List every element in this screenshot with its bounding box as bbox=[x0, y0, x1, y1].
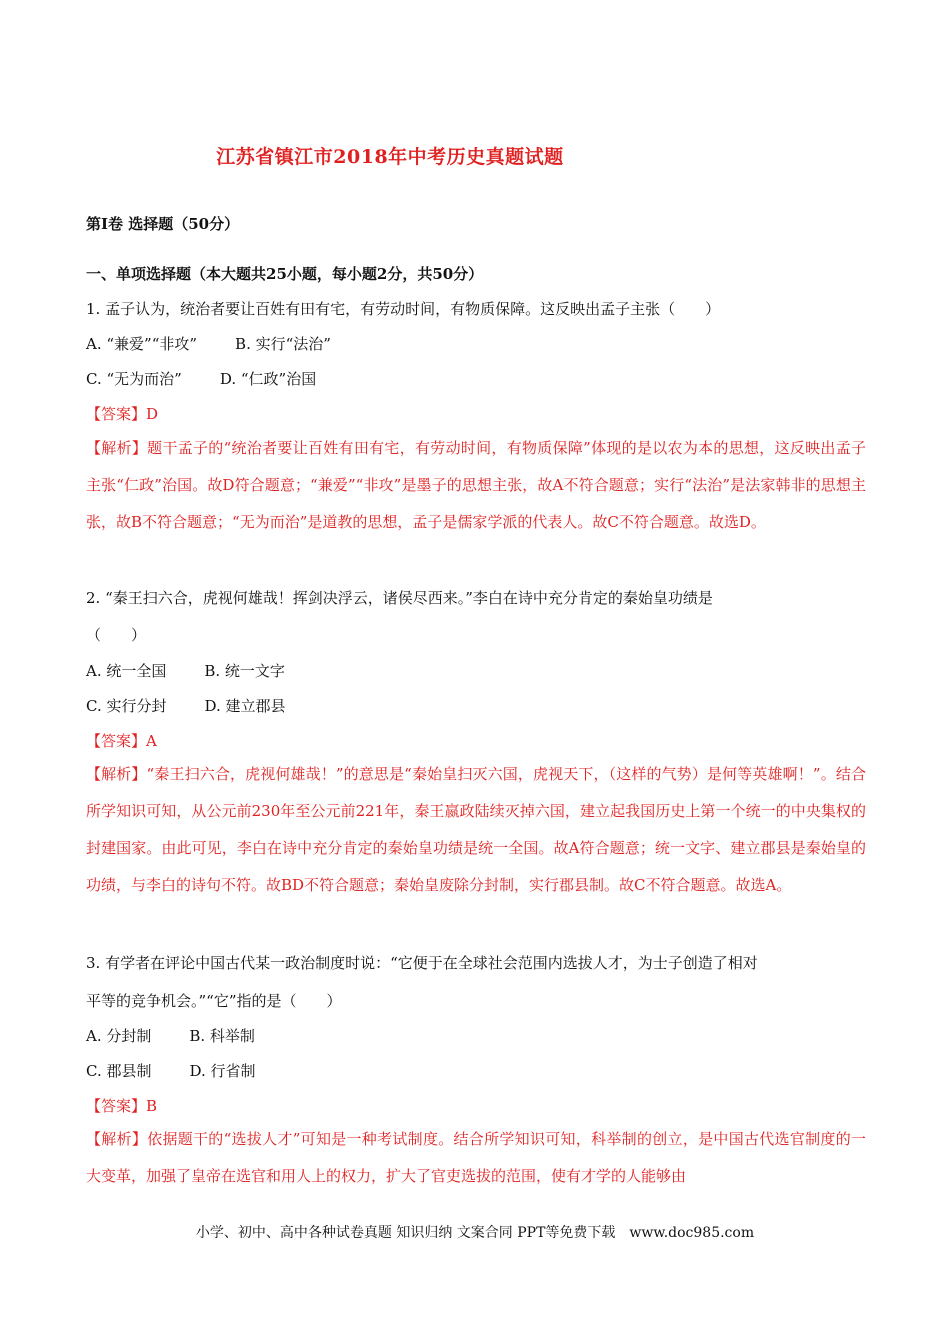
section-heading: 一、单项选择题（本大题共25小题，每小题2分，共50分） bbox=[86, 265, 484, 283]
question-1-options-ab bbox=[86, 333, 369, 354]
option-d: D. 行省制 bbox=[189, 1062, 256, 1080]
analysis-label: 【解析】 bbox=[86, 439, 148, 457]
option-c: C. “无为而治” bbox=[86, 370, 182, 388]
question-2-stem-continued: （ ） bbox=[86, 626, 147, 644]
analysis-text: 依据题干的“选拔人才”可知是一种考试制度。结合所学知识可知，科举制的创立，是中国古代选官制度的一大变革，加强了皇帝在选官和用人上的权力，扩大了官吏选拔的范围，使有才学的人能够由 bbox=[86, 1130, 866, 1185]
question-1-stem: 1. 孟子认为，统治者要让百姓有田有宅，有劳动时间，有物质保障。这反映出孟子主张（ ） bbox=[86, 300, 721, 318]
question-2-options-ab bbox=[86, 660, 323, 681]
option-a: A. 分封制 bbox=[86, 1027, 152, 1045]
question-3-stem: 3. 有学者在评论中国古代某一政治制度时说：“它便于在全球社会范围内选拔人才，为士子创造了相对 bbox=[86, 954, 758, 972]
document-title: 江苏省镇江市2018年中考历史真题试题 bbox=[216, 146, 564, 168]
question-3-options-ab bbox=[86, 1025, 293, 1046]
option-c: C. 实行分封 bbox=[86, 697, 167, 715]
option-d: D. “仁政”治国 bbox=[219, 370, 317, 388]
question-2-answer: 【答案】A bbox=[86, 732, 157, 750]
analysis-text: 题干孟子的“统治者要让百姓有田有宅，有劳动时间，有物质保障”体现的是以农为本的思想，这反映出孟子主张“仁政”治国。故D符合题意；“兼爱”“非攻”是墨子的思想主张，故A不符合题意；实行“法治”是法家韩非的思想主张，故B不符合题意；“无为而治”是道教的思想，孟子是儒家学派的代表人。故C不符合题意。故选D。 bbox=[86, 439, 866, 531]
question-1-analysis bbox=[86, 430, 866, 541]
option-a: A. “兼爱”“非攻” bbox=[86, 335, 198, 353]
question-2-analysis bbox=[86, 756, 866, 904]
question-2-options-cd bbox=[86, 695, 324, 716]
option-b: B. 科举制 bbox=[189, 1027, 255, 1045]
question-1-answer: 【答案】D bbox=[86, 405, 159, 423]
question-1-options-cd bbox=[86, 368, 354, 389]
option-b: B. 实行“法治” bbox=[235, 335, 331, 353]
option-d: D. 建立郡县 bbox=[204, 697, 286, 715]
analysis-label: 【解析】 bbox=[86, 765, 147, 783]
page-footer: 小学、初中、高中各种试卷真题 知识归纳 文案合同 PPT等免费下载 www.doc985.com bbox=[195, 1225, 755, 1241]
question-3-options-cd bbox=[86, 1060, 294, 1081]
question-3-analysis bbox=[86, 1121, 866, 1195]
question-3-answer: 【答案】B bbox=[86, 1097, 158, 1115]
analysis-text: “秦王扫六合，虎视何雄哉！”的意思是“秦始皇扫灭六国，虎视天下，（这样的气势）是何等英雄啊！”。结合所学知识可知，从公元前230年至公元前221年，秦王嬴政陆续灭掉六国，建立起我国历史上第一个统一的中央集权的封建国家。由此可见，李白在诗中充分肯定的秦始皇功绩是统一全国。故A符合题意；统一文字、建立郡县是秦始皇的功绩，与李白的诗句不符。故BD不符合题意；秦始皇废除分封制，实行郡县制。故C不符合题意。故选A。 bbox=[86, 765, 866, 894]
question-2-stem: 2. “秦王扫六合，虎视何雄哉！挥剑决浮云，诸侯尽西来。”李白在诗中充分肯定的秦始皇功绩是 bbox=[86, 589, 713, 607]
option-b: B. 统一文字 bbox=[204, 662, 285, 680]
question-3-stem-continued: 平等的竞争机会。”“它”指的是（ ） bbox=[86, 992, 342, 1010]
option-c: C. 郡县制 bbox=[86, 1062, 152, 1080]
option-a: A. 统一全国 bbox=[86, 662, 167, 680]
analysis-label: 【解析】 bbox=[86, 1130, 148, 1148]
part-heading: 第I卷 选择题（50分） bbox=[86, 215, 240, 233]
